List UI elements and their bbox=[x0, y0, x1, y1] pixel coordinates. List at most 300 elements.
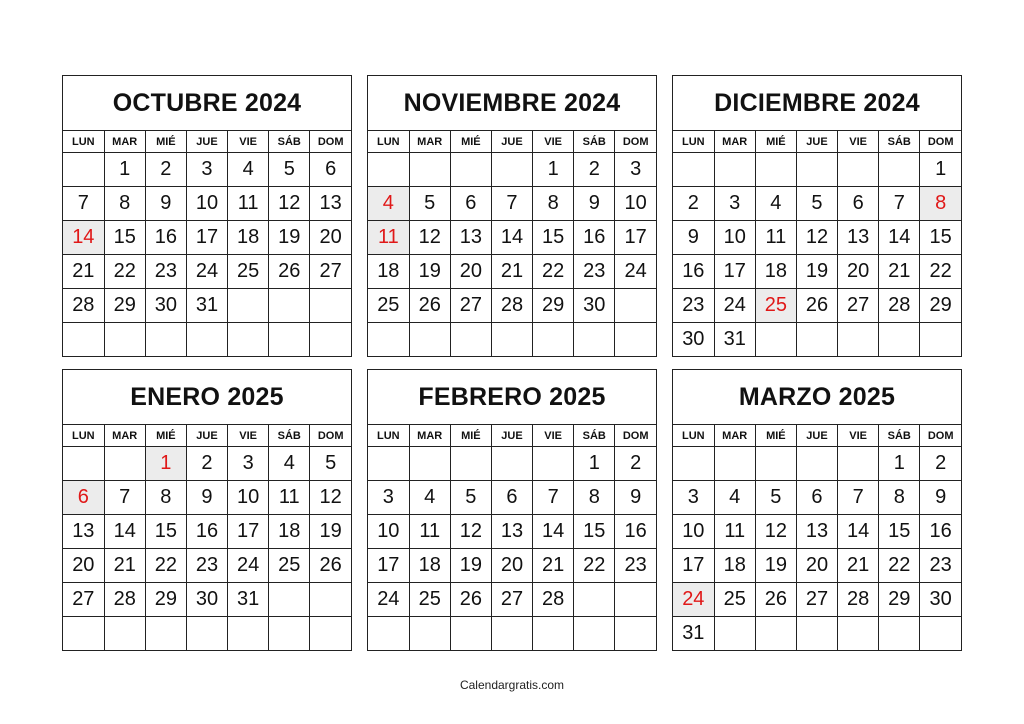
empty-day-cell bbox=[491, 617, 532, 651]
empty-day-cell bbox=[63, 323, 104, 357]
day-cell: 16 bbox=[920, 515, 961, 549]
empty-day-cell bbox=[104, 447, 145, 481]
week-row bbox=[63, 447, 351, 481]
weekday-label: JUE bbox=[796, 131, 837, 153]
day-cell: 26 bbox=[409, 289, 450, 323]
day-cell: 25 bbox=[269, 549, 310, 583]
day-cell: 27 bbox=[838, 289, 879, 323]
holiday-day-cell: 4 bbox=[368, 187, 409, 221]
day-cell: 20 bbox=[450, 255, 491, 289]
weekday-label: MAR bbox=[409, 425, 450, 447]
day-cell: 12 bbox=[796, 221, 837, 255]
month-calendar bbox=[367, 369, 657, 651]
weekday-header-row bbox=[63, 425, 351, 447]
empty-day-cell bbox=[673, 153, 714, 187]
week-row bbox=[368, 447, 656, 481]
weekday-label: MAR bbox=[714, 131, 755, 153]
week-row bbox=[368, 617, 656, 651]
weekday-label: JUE bbox=[796, 425, 837, 447]
day-cell: 4 bbox=[714, 481, 755, 515]
month-calendar bbox=[672, 369, 962, 651]
weekday-label: DOM bbox=[310, 131, 351, 153]
empty-day-cell bbox=[450, 153, 491, 187]
day-cell: 23 bbox=[920, 549, 961, 583]
week-row bbox=[63, 549, 351, 583]
weekday-label: JUE bbox=[186, 425, 227, 447]
day-cell: 16 bbox=[673, 255, 714, 289]
empty-day-cell bbox=[269, 583, 310, 617]
day-cell: 9 bbox=[615, 481, 656, 515]
weekday-label: LUN bbox=[368, 425, 409, 447]
day-cell: 28 bbox=[879, 289, 920, 323]
empty-day-cell bbox=[796, 323, 837, 357]
day-cell: 17 bbox=[615, 221, 656, 255]
empty-day-cell bbox=[104, 323, 145, 357]
empty-day-cell bbox=[450, 447, 491, 481]
empty-day-cell bbox=[104, 617, 145, 651]
day-cell: 17 bbox=[228, 515, 269, 549]
day-cell: 4 bbox=[269, 447, 310, 481]
day-cell: 26 bbox=[755, 583, 796, 617]
month-days-table bbox=[368, 131, 656, 356]
week-row bbox=[673, 289, 961, 323]
empty-day-cell bbox=[228, 289, 269, 323]
empty-day-cell bbox=[228, 323, 269, 357]
day-cell: 19 bbox=[450, 549, 491, 583]
day-cell: 3 bbox=[630, 158, 642, 180]
day-cell: 6 bbox=[325, 158, 337, 180]
day-cell: 27 bbox=[63, 583, 104, 617]
month-days-table bbox=[63, 425, 351, 650]
day-cell: 11 bbox=[269, 481, 310, 515]
day-cell: 17 bbox=[714, 255, 755, 289]
empty-day-cell bbox=[368, 617, 409, 651]
empty-day-cell bbox=[574, 323, 615, 357]
day-cell: 20 bbox=[63, 549, 104, 583]
day-cell: 20 bbox=[838, 255, 879, 289]
day-cell: 12 bbox=[269, 187, 310, 221]
weekday-label: VIE bbox=[228, 131, 269, 153]
empty-day-cell bbox=[533, 447, 574, 481]
day-cell: 10 bbox=[615, 187, 656, 221]
weekday-header-row bbox=[673, 425, 961, 447]
empty-day-cell bbox=[755, 323, 796, 357]
day-cell: 24 bbox=[186, 255, 227, 289]
month-days-table bbox=[673, 131, 961, 356]
day-cell: 2 bbox=[673, 187, 714, 221]
week-row bbox=[63, 255, 351, 289]
empty-day-cell bbox=[615, 583, 656, 617]
day-cell: 23 bbox=[574, 255, 615, 289]
day-cell: 22 bbox=[145, 549, 186, 583]
day-cell: 30 bbox=[145, 289, 186, 323]
day-cell: 27 bbox=[310, 255, 351, 289]
holiday-day-cell: 14 bbox=[63, 221, 104, 255]
day-cell: 29 bbox=[879, 583, 920, 617]
month-calendar bbox=[367, 75, 657, 357]
empty-day-cell bbox=[310, 323, 351, 357]
empty-day-cell bbox=[838, 323, 879, 357]
empty-day-cell bbox=[714, 153, 755, 187]
day-cell: 16 bbox=[574, 221, 615, 255]
day-cell: 1 bbox=[879, 447, 920, 481]
weekday-header-row bbox=[368, 131, 656, 153]
weekday-label: VIE bbox=[838, 131, 879, 153]
day-cell: 1 bbox=[935, 158, 947, 180]
empty-day-cell bbox=[310, 617, 351, 651]
day-cell: 22 bbox=[574, 549, 615, 583]
weekday-label: JUE bbox=[186, 131, 227, 153]
holiday-day-cell: 6 bbox=[63, 481, 104, 515]
day-cell: 8 bbox=[879, 481, 920, 515]
empty-day-cell bbox=[310, 583, 351, 617]
week-row bbox=[673, 447, 961, 481]
day-cell: 9 bbox=[145, 187, 186, 221]
weekday-label: MIÉ bbox=[145, 425, 186, 447]
day-cell: 24 bbox=[615, 255, 656, 289]
day-cell: 10 bbox=[714, 221, 755, 255]
day-cell: 21 bbox=[838, 549, 879, 583]
empty-day-cell bbox=[796, 153, 837, 187]
empty-day-cell bbox=[450, 617, 491, 651]
weekday-label: LUN bbox=[63, 425, 104, 447]
day-cell: 4 bbox=[755, 187, 796, 221]
day-cell: 16 bbox=[145, 221, 186, 255]
day-cell: 1 bbox=[574, 447, 615, 481]
month-title: ENERO 2025 bbox=[63, 370, 351, 425]
day-cell: 22 bbox=[104, 255, 145, 289]
month-title: FEBRERO 2025 bbox=[368, 370, 656, 425]
week-row bbox=[63, 481, 351, 515]
day-cell: 22 bbox=[879, 549, 920, 583]
day-cell: 3 bbox=[186, 153, 227, 187]
day-cell: 14 bbox=[879, 221, 920, 255]
day-cell: 13 bbox=[838, 221, 879, 255]
empty-day-cell bbox=[63, 153, 104, 187]
weekday-label: SÁB bbox=[269, 425, 310, 447]
empty-day-cell bbox=[879, 323, 920, 357]
weekday-label: SÁB bbox=[879, 131, 920, 153]
empty-day-cell bbox=[368, 153, 409, 187]
empty-day-cell bbox=[368, 323, 409, 357]
day-cell: 11 bbox=[228, 187, 269, 221]
empty-day-cell bbox=[409, 447, 450, 481]
empty-day-cell bbox=[755, 153, 796, 187]
week-row bbox=[673, 323, 961, 357]
day-cell: 10 bbox=[673, 515, 714, 549]
day-cell: 14 bbox=[491, 221, 532, 255]
holiday-day-cell: 11 bbox=[368, 221, 409, 255]
empty-day-cell bbox=[491, 323, 532, 357]
day-cell: 3 bbox=[228, 447, 269, 481]
day-cell: 8 bbox=[104, 187, 145, 221]
day-cell: 27 bbox=[450, 289, 491, 323]
week-row bbox=[368, 153, 656, 187]
day-cell: 29 bbox=[920, 289, 961, 323]
day-cell: 11 bbox=[714, 515, 755, 549]
day-cell: 9 bbox=[186, 481, 227, 515]
empty-day-cell bbox=[838, 153, 879, 187]
day-cell: 7 bbox=[63, 187, 104, 221]
weekday-label: MAR bbox=[409, 131, 450, 153]
week-row bbox=[63, 221, 351, 255]
day-cell: 23 bbox=[673, 289, 714, 323]
day-cell: 5 bbox=[755, 481, 796, 515]
day-cell: 31 bbox=[186, 289, 227, 323]
weekday-label: MIÉ bbox=[450, 131, 491, 153]
day-cell: 24 bbox=[228, 549, 269, 583]
week-row bbox=[673, 255, 961, 289]
weekday-label: LUN bbox=[673, 425, 714, 447]
day-cell: 1 bbox=[104, 153, 145, 187]
month-title: NOVIEMBRE 2024 bbox=[368, 76, 656, 131]
month-calendar bbox=[62, 75, 352, 357]
weekday-label: DOM bbox=[920, 131, 961, 153]
day-cell: 21 bbox=[533, 549, 574, 583]
day-cell: 25 bbox=[228, 255, 269, 289]
empty-day-cell bbox=[615, 289, 656, 323]
empty-day-cell bbox=[755, 447, 796, 481]
day-cell: 26 bbox=[269, 255, 310, 289]
empty-day-cell bbox=[63, 617, 104, 651]
empty-day-cell bbox=[714, 447, 755, 481]
empty-day-cell bbox=[920, 323, 961, 357]
month-title: MARZO 2025 bbox=[673, 370, 961, 425]
day-cell: 28 bbox=[491, 289, 532, 323]
weekday-label: VIE bbox=[228, 425, 269, 447]
empty-day-cell bbox=[145, 617, 186, 651]
day-cell: 28 bbox=[533, 583, 574, 617]
day-cell: 11 bbox=[755, 221, 796, 255]
empty-day-cell bbox=[269, 617, 310, 651]
month-calendar bbox=[672, 75, 962, 357]
day-cell: 10 bbox=[186, 187, 227, 221]
week-row bbox=[63, 153, 351, 187]
empty-day-cell bbox=[879, 617, 920, 651]
day-cell: 28 bbox=[838, 583, 879, 617]
week-row bbox=[673, 583, 961, 617]
weekday-label: VIE bbox=[533, 425, 574, 447]
day-cell: 24 bbox=[368, 583, 409, 617]
day-cell: 23 bbox=[145, 255, 186, 289]
week-row bbox=[673, 549, 961, 583]
day-cell: 7 bbox=[104, 481, 145, 515]
day-cell: 2 bbox=[935, 452, 947, 474]
day-cell: 18 bbox=[228, 221, 269, 255]
day-cell: 23 bbox=[615, 549, 656, 583]
week-row bbox=[63, 617, 351, 651]
day-cell: 13 bbox=[310, 187, 351, 221]
weekday-label: SÁB bbox=[574, 425, 615, 447]
empty-day-cell bbox=[186, 617, 227, 651]
day-cell: 21 bbox=[491, 255, 532, 289]
day-cell: 18 bbox=[714, 549, 755, 583]
day-cell: 4 bbox=[409, 481, 450, 515]
day-cell: 6 bbox=[796, 481, 837, 515]
empty-day-cell bbox=[920, 617, 961, 651]
day-cell: 30 bbox=[186, 583, 227, 617]
week-row bbox=[368, 187, 656, 221]
month-calendar bbox=[62, 369, 352, 651]
day-cell: 13 bbox=[796, 515, 837, 549]
day-cell: 15 bbox=[879, 515, 920, 549]
day-cell: 8 bbox=[533, 187, 574, 221]
day-cell: 25 bbox=[368, 289, 409, 323]
holiday-day-cell: 8 bbox=[920, 187, 961, 221]
weekday-label: MAR bbox=[714, 425, 755, 447]
empty-day-cell bbox=[879, 153, 920, 187]
day-cell: 22 bbox=[533, 255, 574, 289]
empty-day-cell bbox=[368, 447, 409, 481]
day-cell: 29 bbox=[104, 289, 145, 323]
day-cell: 2 bbox=[574, 153, 615, 187]
empty-day-cell bbox=[533, 323, 574, 357]
empty-day-cell bbox=[186, 323, 227, 357]
day-cell: 2 bbox=[145, 153, 186, 187]
weekday-label: DOM bbox=[310, 425, 351, 447]
week-row bbox=[368, 323, 656, 357]
day-cell: 21 bbox=[879, 255, 920, 289]
day-cell: 15 bbox=[920, 221, 961, 255]
day-cell: 3 bbox=[714, 187, 755, 221]
weekday-label: VIE bbox=[533, 131, 574, 153]
day-cell: 27 bbox=[491, 583, 532, 617]
footer-site-name: Calendargratis.com bbox=[459, 678, 565, 692]
day-cell: 6 bbox=[450, 187, 491, 221]
day-cell: 30 bbox=[673, 323, 714, 357]
week-row bbox=[368, 289, 656, 323]
day-cell: 20 bbox=[491, 549, 532, 583]
holiday-day-cell: 25 bbox=[755, 289, 796, 323]
day-cell: 21 bbox=[104, 549, 145, 583]
weekday-label: LUN bbox=[63, 131, 104, 153]
day-cell: 8 bbox=[145, 481, 186, 515]
empty-day-cell bbox=[228, 617, 269, 651]
day-cell: 20 bbox=[310, 221, 351, 255]
weekday-header-row bbox=[673, 131, 961, 153]
week-row bbox=[368, 549, 656, 583]
day-cell: 9 bbox=[574, 187, 615, 221]
day-cell: 14 bbox=[533, 515, 574, 549]
empty-day-cell bbox=[838, 447, 879, 481]
day-cell: 4 bbox=[228, 153, 269, 187]
empty-day-cell bbox=[755, 617, 796, 651]
weekday-header-row bbox=[63, 131, 351, 153]
day-cell: 25 bbox=[409, 583, 450, 617]
week-row bbox=[368, 481, 656, 515]
day-cell: 16 bbox=[186, 515, 227, 549]
empty-day-cell bbox=[450, 323, 491, 357]
empty-day-cell bbox=[491, 447, 532, 481]
day-cell: 5 bbox=[450, 481, 491, 515]
day-cell: 14 bbox=[104, 515, 145, 549]
day-cell: 18 bbox=[409, 549, 450, 583]
day-cell: 26 bbox=[450, 583, 491, 617]
empty-day-cell bbox=[838, 617, 879, 651]
month-days-table bbox=[368, 425, 656, 650]
day-cell: 1 bbox=[533, 153, 574, 187]
day-cell: 29 bbox=[145, 583, 186, 617]
day-cell: 26 bbox=[310, 549, 351, 583]
empty-day-cell bbox=[714, 617, 755, 651]
weekday-label: SÁB bbox=[574, 131, 615, 153]
day-cell: 10 bbox=[368, 515, 409, 549]
day-cell: 18 bbox=[269, 515, 310, 549]
week-row bbox=[63, 187, 351, 221]
day-cell: 2 bbox=[186, 447, 227, 481]
day-cell: 9 bbox=[920, 481, 961, 515]
weekday-label: MIÉ bbox=[145, 131, 186, 153]
month-days-table bbox=[673, 425, 961, 650]
day-cell: 12 bbox=[409, 221, 450, 255]
week-row bbox=[673, 221, 961, 255]
month-title: DICIEMBRE 2024 bbox=[673, 76, 961, 131]
weekday-label: DOM bbox=[615, 131, 656, 153]
day-cell: 21 bbox=[63, 255, 104, 289]
weekday-label: LUN bbox=[368, 131, 409, 153]
day-cell: 18 bbox=[755, 255, 796, 289]
empty-day-cell bbox=[574, 583, 615, 617]
day-cell: 15 bbox=[574, 515, 615, 549]
empty-day-cell bbox=[409, 617, 450, 651]
day-cell: 6 bbox=[838, 187, 879, 221]
week-row bbox=[673, 515, 961, 549]
week-row bbox=[63, 583, 351, 617]
month-title: OCTUBRE 2024 bbox=[63, 76, 351, 131]
day-cell: 8 bbox=[574, 481, 615, 515]
day-cell: 12 bbox=[755, 515, 796, 549]
day-cell: 15 bbox=[145, 515, 186, 549]
empty-day-cell bbox=[310, 289, 351, 323]
weekday-label: MIÉ bbox=[755, 131, 796, 153]
weekday-label: SÁB bbox=[269, 131, 310, 153]
week-row bbox=[63, 515, 351, 549]
weekday-label: DOM bbox=[615, 425, 656, 447]
day-cell: 3 bbox=[673, 481, 714, 515]
day-cell: 12 bbox=[310, 481, 351, 515]
day-cell: 22 bbox=[920, 255, 961, 289]
weekday-label: MAR bbox=[104, 131, 145, 153]
day-cell: 9 bbox=[673, 221, 714, 255]
empty-day-cell bbox=[409, 153, 450, 187]
empty-day-cell bbox=[409, 323, 450, 357]
day-cell: 2 bbox=[630, 452, 642, 474]
day-cell: 5 bbox=[325, 452, 337, 474]
empty-day-cell bbox=[574, 617, 615, 651]
week-row bbox=[368, 221, 656, 255]
weekday-label: MIÉ bbox=[450, 425, 491, 447]
week-row bbox=[368, 255, 656, 289]
day-cell: 24 bbox=[714, 289, 755, 323]
day-cell: 19 bbox=[796, 255, 837, 289]
weekday-label: SÁB bbox=[879, 425, 920, 447]
day-cell: 30 bbox=[574, 289, 615, 323]
day-cell: 27 bbox=[796, 583, 837, 617]
day-cell: 31 bbox=[673, 617, 714, 651]
day-cell: 13 bbox=[491, 515, 532, 549]
day-cell: 5 bbox=[409, 187, 450, 221]
day-cell: 14 bbox=[838, 515, 879, 549]
day-cell: 6 bbox=[491, 481, 532, 515]
day-cell: 15 bbox=[104, 221, 145, 255]
week-row bbox=[368, 583, 656, 617]
weekday-header-row bbox=[368, 425, 656, 447]
empty-day-cell bbox=[269, 289, 310, 323]
weekday-label: LUN bbox=[673, 131, 714, 153]
day-cell: 26 bbox=[796, 289, 837, 323]
week-row bbox=[673, 187, 961, 221]
holiday-day-cell: 24 bbox=[673, 583, 714, 617]
